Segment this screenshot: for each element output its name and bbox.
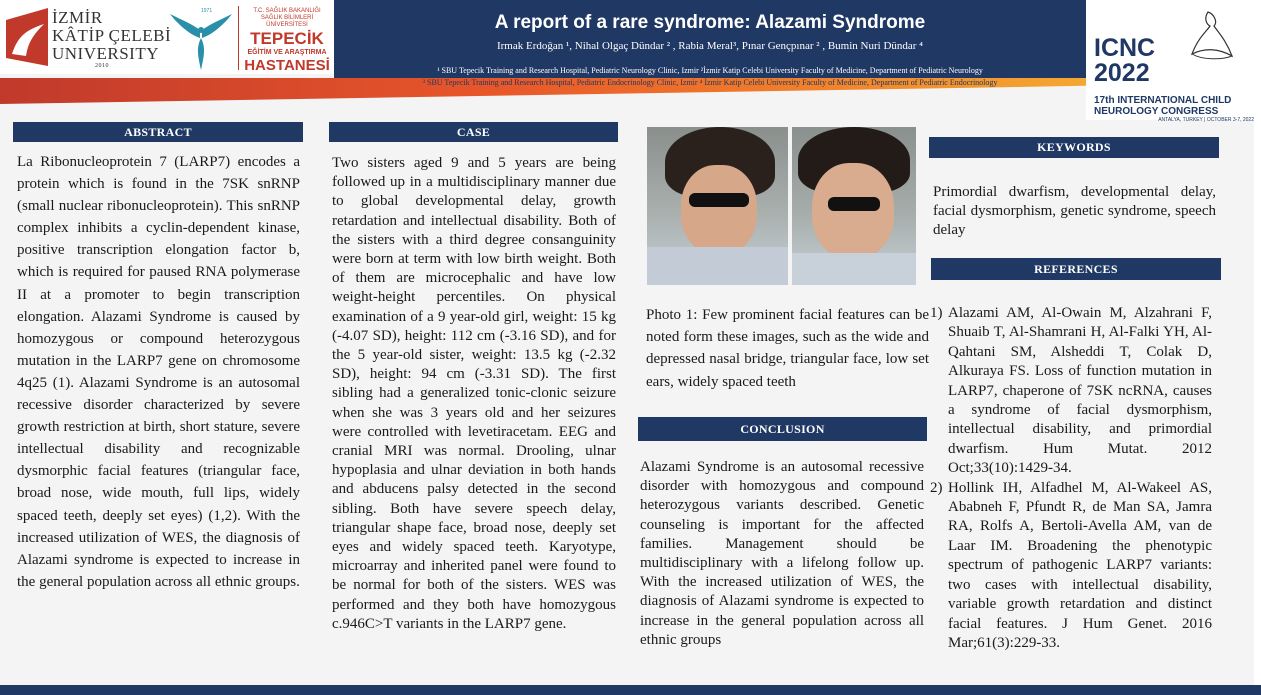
hospital-name-line: EĞİTİM VE ARAŞTIRMA [247,49,327,56]
eye-mask [689,193,749,207]
university-flag-icon [4,6,50,70]
reference-text: Hollink IH, Alfadhel M, Al-Wakeel AS, Ababneh F, Pfundt R, de Man SA, Jamra RA, Rolfs A, Bertoli-Avella AM, van de Laar IM. Broadening the phenotypic spectrum of pathogenic LARP7 variants: two cases with intellectual disability, variable growth retardation and distinct facial features. J Hum Genet. 2016 Mar;61(3):229-33. [948,479,1212,651]
hospital-small-line: SAĞLIK BİLİMLERİ ÜNİVERSİTESİ [260,15,314,28]
university-name-line: KÂTİP ÇELEBİ [52,26,172,45]
hospital-name-line: HASTANESİ [244,57,330,74]
university-name-line: UNIVERSITY [52,44,159,63]
phoenix-icon [168,8,234,72]
photo-caption: Photo 1: Few prominent facial features can be noted form these images, such as the wide and depressed nasal bridge, triangular face, low set ears, widely spaced teeth [646,307,929,390]
case-heading: CASE [329,122,618,142]
bottom-band [0,685,1261,695]
keywords-text: Primordial dwarfism, developmental delay, facial dysmorphism, genetic syndrome, speech delay [933,184,1216,239]
university-year: 2010 [95,63,109,69]
conclusion-heading: CONCLUSION [638,417,927,441]
abstract-heading: ABSTRACT [13,122,303,142]
university-name [52,9,171,70]
hospital-name-line: TEPECİK [250,29,324,48]
poster-title: A report of a rare syndrome: Alazami Syndrome [494,12,926,33]
university-name-line: İZMİR [52,8,103,27]
patient-photo [792,127,916,285]
references-list [930,304,1212,653]
congress-logo-text: ICNC 2022 [1094,34,1156,87]
hospital-year: 1971 [201,8,213,14]
congress-name [1094,95,1254,124]
references-heading: REFERENCES [931,258,1221,280]
conclusion-text: Alazami Syndrome is an autosomal recessive disorder with homozygous and compound heterozygous variants described. Genetic counseling is important for the affected families. Management should be multidisciplinary with a lifelong follow up. With the increased utilization of WES, the diagnosis of Alazami syndrome is expected to increase in the general population across all ethnic groups [640,459,924,648]
case-text: Two sisters aged 9 and 5 years are being followed up in a multidisciplinary manner due to global developmental delay, growth retardation and intellectual disability. Both of the sisters with a third degree consanguinity were born at term with low birth weight. Both of them are microcephalic and have low weight-height percentiles. On physical examination of a 9 year-old girl, weight: 15 kg (-4.07 SD), height: 112 cm (-3.16 SD), and for the 5 year-old sister, weight: 13.5 kg (-2.32 SD), height: 94 cm (-3.31 SD). The first sibling had a generalized tonic-clonic seizure when she was 3 years old and her seizures were controlled with levetiracetam. EEG and cranial MRI was normal. Drooling, ulnar hypoplasia and ulnar deviation in both hands and abducens palsy detected in the second sibling. Both have severe speech delay, triangular shape face, broad nose, deeply set eyes and widely spaced teeth. Karyotype, microarray and inherited panel were found to be normal for both of the sisters. WES was performed and they both have homozygous c.946C>T variants in the LARP7 gene. [332,155,616,632]
hospital-small-line: T.C. SAĞLIK BAKANLIĞI [253,8,321,14]
keywords-heading: KEYWORDS [929,137,1219,158]
affiliation-line: ³ SBU Tepecik Training and Research Hospital, Pediatric Endocrinology Clinic, Izmir ⁴ İzmir Katip Celebi University Faculty of Medicine, Department of Pediatric Endocrinology [422,78,998,87]
hospital-name [242,8,332,74]
shirt-shape [792,253,916,285]
reference-number: 1) [930,305,943,321]
reference-item [930,479,1212,654]
congress-place: ANTALYA, TURKEY | OCTOBER 3-7, 2022 [1158,117,1254,123]
face-shape [812,163,894,259]
reference-text: Alazami AM, Al-Owain M, Alzahrani F, Shuaib T, Al-Shamrani H, Al-Falki YH, Al-Qahtani SM, Alsheddi T, Colak D, Alkuraya FS. Loss of function mutation in LARP7, chaperone of 7SK ncRNA, causes a syndrome of facial dysmorphism, intellectual disability, and primordial dwarfism. Hum Mutat. 2012 Oct;33(10):1429-34. [948,305,1212,477]
author-list: Irmak Erdoğan ¹, Nihal Olgaç Dündar ² , Rabia Meral³, Pınar Gençpınar ² , Bumin Nuri Dündar ⁴ [496,40,924,52]
eye-mask [828,197,880,211]
congress-name-line: 17th INTERNATIONAL CHILD [1094,95,1232,106]
face-shape [681,165,757,255]
affiliation-line: ¹ SBU Tepecik Training and Research Hospital, Pediatric Neurology Clinic, Izmir ²İzmir Katip Celebi University Faculty of Medicine, Department of Pediatric Neurology [437,66,983,75]
reference-number: 2) [930,479,943,496]
logo-divider [238,6,239,70]
right-edge-strip [1254,120,1261,695]
shirt-shape [647,247,788,285]
abstract-text: La Ribonucleoprotein 7 (LARP7) encodes a protein which is found in the 7SK snRNP (small nuclear ribonucleoprotein). This snRNP complex inhibits a cyclin-dependent kinase, positive transcription elongation factor b, which is required for paused RNA polymerase II at a promoter to begin transcription elongation. Alazami Syndrome is caused by homozygous or compound heterozygous mutation in the LARP7 gene on chromosome 4q25 (1). Alazami Syndrome is an autosomal recessive disorder characterized by severe growth restriction at birth, short stature, severe intellectual disability and recognizable dysmorphic facial features (triangular face, broad nose, wide mouth, full lips, widely spaced teeth, deeply set eyes) (1,2). With the increased utilization of WES, the diagnosis of Alazami syndrome is expected to increase in the general population across all ethnic groups. [17,154,300,590]
congress-name-line: NEUROLOGY CONGRESS [1094,106,1219,117]
patient-photo [647,127,788,285]
reference-item [930,304,1212,479]
